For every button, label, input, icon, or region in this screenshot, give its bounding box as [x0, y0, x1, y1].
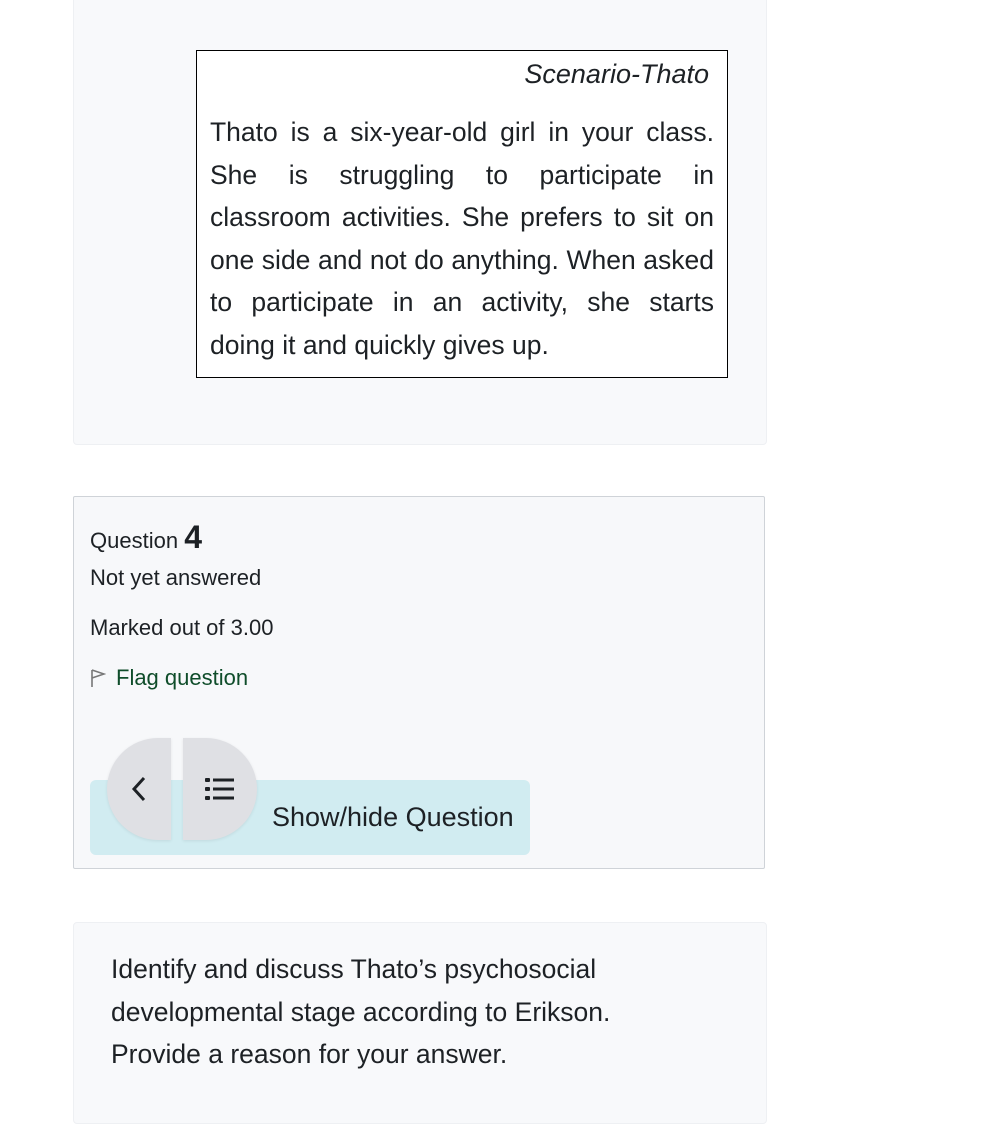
- flag-icon: [90, 668, 106, 688]
- flag-question-label: Flag question: [116, 665, 249, 690]
- list-icon: [205, 777, 235, 801]
- chevron-left-icon: [129, 775, 149, 803]
- question-marks: Marked out of 3.00: [90, 615, 274, 640]
- scenario-text: Thato is a six-year-old girl in your class. She is struggling to participate in classroom activities. She prefers to sit on one side and not do anything. When asked to participate in an activity, she starts doing it and quickly gives up.: [210, 117, 714, 360]
- question-text-card: [73, 922, 767, 1124]
- scenario-card: [73, 0, 767, 445]
- flag-question-link[interactable]: [90, 665, 248, 691]
- scenario-box: [196, 50, 728, 378]
- scenario-title: Scenario-Thato: [524, 59, 709, 89]
- question-heading: [90, 519, 202, 556]
- question-status: Not yet answered: [90, 565, 262, 590]
- question-label: Question: [90, 528, 179, 553]
- question-info-card: [73, 496, 765, 869]
- show-hide-question-button[interactable]: Show/hide Question: [90, 780, 530, 855]
- question-text: Identify and discuss Thato’s psychosocial developmental stage according to Erikson. Provide a reason for your answer.: [111, 954, 611, 1069]
- question-number: 4: [184, 519, 202, 555]
